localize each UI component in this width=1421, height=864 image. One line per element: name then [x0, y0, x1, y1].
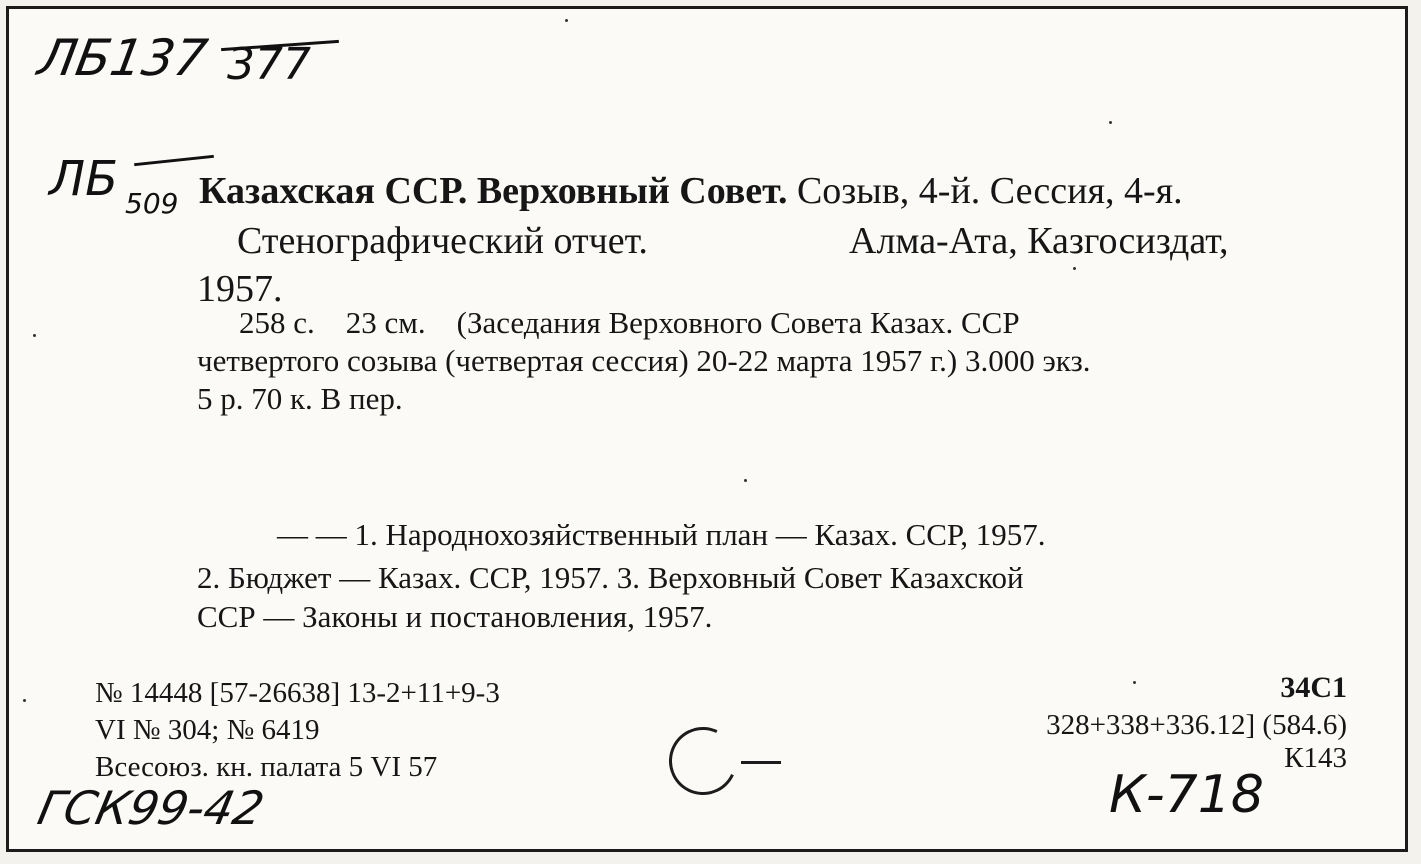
speck: [565, 19, 568, 22]
handwritten-shelf-mark-second-suffix: 509: [125, 187, 179, 220]
entry-imprint-line: [237, 219, 1229, 263]
entry-heading: [199, 169, 1183, 213]
entry-title: Созыв, 4-й. Сессия, 4-я.: [796, 170, 1183, 212]
catalog-card: [6, 6, 1408, 852]
handwritten-shelf-mark-second: ЛБ: [49, 151, 119, 207]
speck: [1109, 121, 1112, 124]
subject-line: ССР — Законы и постановления, 1957.: [197, 599, 713, 634]
record-series: VI № 304; № 6419: [95, 714, 320, 746]
speck: [33, 334, 36, 337]
handwritten-shelf-mark-top: ЛБ137: [33, 29, 212, 87]
speck: [744, 479, 747, 482]
chamber-stamp: Всесоюз. кн. палата 5 VI 57: [95, 751, 438, 783]
entry-author: Казахская ССР. Верховный Совет.: [199, 170, 788, 212]
entry-subtitle: Стенографический отчет.: [237, 220, 648, 262]
speck: [1133, 681, 1136, 684]
description-line: 5 р. 70 к. В пер.: [197, 381, 403, 416]
description-line: четвертого созыва (четвертая сессия) 20-22 марта 1957 г.) 3.000 экз.: [197, 343, 1091, 378]
udc-code: 328+338+336.12] (584.6): [1046, 709, 1347, 741]
punch-dash-mark: [741, 761, 781, 764]
record-number: № 14448 [57-26638] 13-2+11+9-3: [95, 677, 500, 709]
punch-hole-mark: [659, 717, 746, 804]
handwritten-shelf-mark-top-suffix: 377: [227, 39, 311, 90]
subject-line: — — 1. Народнохозяйственный план — Казах. ССР, 1957.: [277, 517, 1046, 552]
entry-publisher: Алма-Ата, Казгосиздат,: [849, 220, 1229, 262]
author-mark: К143: [1284, 742, 1347, 774]
speck: [23, 699, 26, 702]
classification-code: 34С1: [1280, 671, 1347, 704]
overline-stroke: [134, 155, 214, 166]
description-line: 258 с. 23 см. (Заседания Верховного Совета Казах. ССР: [239, 305, 1020, 340]
entry-year: 1957.: [197, 268, 283, 310]
subject-line: 2. Бюджет — Казах. ССР, 1957. 3. Верховный Совет Казахской: [197, 560, 1024, 595]
handwritten-inventory-number: ГСК99-42: [33, 781, 269, 835]
handwritten-copy-number: К-718: [1109, 765, 1264, 825]
speck: [1073, 267, 1076, 270]
